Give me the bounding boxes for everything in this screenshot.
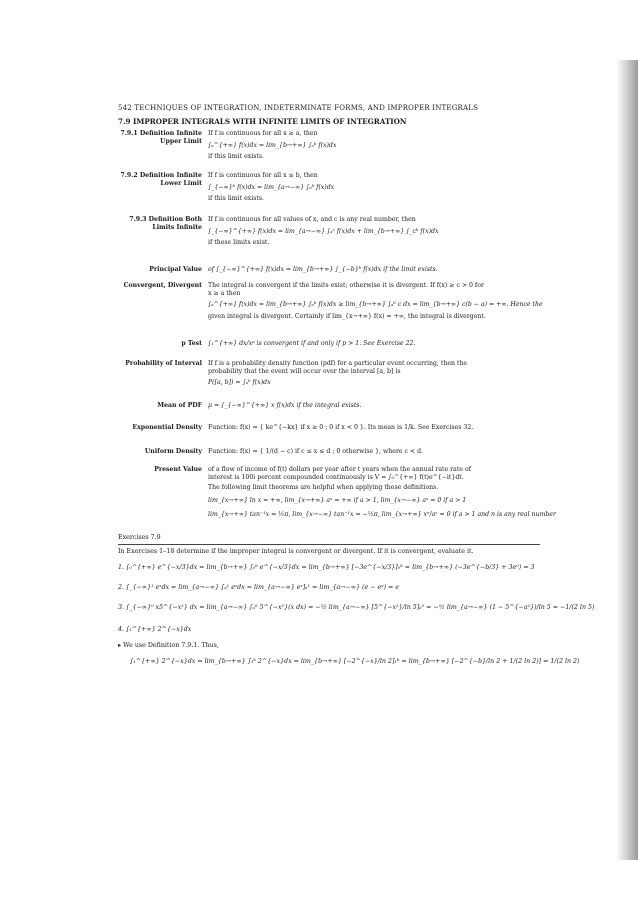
scan-page-edge-shadow	[616, 60, 638, 860]
label-def-7-9-3: 7.9.3 Definition Both Limits Infinite	[129, 216, 202, 231]
label-def-7-9-1: 7.9.1 Definition Infinite Upper Limit	[120, 130, 202, 145]
exponential-density-line: Function: f(x) = { ke^{−kx} if x ≥ 0 ; 0 if x < 0 }. Its mean is 1/k. See Exercises 32.	[208, 424, 474, 431]
def-7-9-3-line-3: if these limits exist.	[208, 239, 270, 247]
convergent-divergent-body	[208, 282, 543, 320]
def-7-9-1-body	[208, 130, 336, 161]
prob-line-1: If f is a probability density function (pdf) for a particular event occurring, then the	[208, 360, 468, 367]
def-7-9-2-line-3: if this limit exists.	[208, 195, 265, 203]
def-7-9-3-line-1: If f is continuous for all values of x, and c is any real number, then	[208, 216, 416, 223]
exercise-4-solution: ∫₁^{+∞} 2^{−x}dx = lim_{b→+∞} ∫₁ᵇ 2^{−x}dx = lim_{b→+∞} [−2^{−x}/ln 2]₁ᵇ = lim_{b→+∞} [−2^{−b}/ln 2 + 1/(2 ln 2)] = 1/(2 ln 2)	[130, 658, 580, 665]
section-title: 7.9 IMPROPER INTEGRALS WITH INFINITE LIMITS OF INTEGRATION	[118, 117, 407, 126]
label-p-test: p Test	[181, 340, 202, 347]
exercise-2: 2. ∫_{−∞}¹ eˣdx = lim_{a→−∞} ∫ₐ¹ eˣdx = lim_{a→−∞} eˣ]ₐ¹ = lim_{a→−∞} (e − eᵃ) = e	[118, 584, 400, 591]
running-header	[118, 104, 478, 112]
conv-line-2: x ≥ a then	[208, 289, 241, 297]
label-probability-interval: Probability of Interval	[125, 360, 202, 367]
label-principal-value: Principal Value	[149, 266, 202, 273]
exercise-3: 3. ∫_{−∞}⁰ x5^{−x²} dx = lim_{a→−∞} ∫ₐ⁰ 5^{−x²}(x dx) = −½ lim_{a→−∞} [5^{−x²}/ln 5]ₐ⁰ = −½ lim_{a→−∞} (1 − 5^{−a²})/ln 5 = −1/(2 ln 5)	[118, 604, 595, 611]
exercises-intro: In Exercises 1–18 determine if the improper integral is convergent or divergent. If it is convergent, evaluate it.	[118, 548, 474, 555]
running-title: TECHNIQUES OF INTEGRATION, INDETERMINATE FORMS, AND IMPROPER INTEGRALS	[134, 104, 479, 112]
label-exponential-density: Exponential Density	[132, 424, 202, 431]
exercises-title: Exercises 7.9	[118, 534, 161, 541]
label-mean-pdf: Mean of PDF	[157, 402, 202, 409]
def-7-9-1-line-1: If f is continuous for all x ≥ a, then	[208, 130, 318, 137]
conv-line-4: given integral is divergent. Certainly if lim_{x→+∞} f(x) = +∞, the integral is divergent.	[208, 312, 486, 320]
principal-value-line: of ∫_{−∞}^{+∞} f(x)dx = lim_{b→+∞} ∫_{−b}ᵇ f(x)dx if the limit exists.	[208, 266, 438, 273]
pv-line-2: interest is 100i percent compounded continuously is V = ∫₀^{+∞} f(t)e^{−it}dt.	[208, 473, 464, 481]
def-7-9-1-line-2: ∫ₐ^{+∞} f(x)dx = lim_{b→+∞} ∫ₐᵇ f(x)dx	[208, 141, 337, 149]
def-7-9-2-body	[208, 172, 334, 203]
def-7-9-1-line-3: if this limit exists.	[208, 153, 265, 161]
def-7-9-3-line-2: ∫_{−∞}^{+∞} f(x)dx = lim_{a→−∞} ∫ₐᶜ f(x)dx + lim_{b→+∞} ∫_cᵇ f(x)dx	[208, 227, 439, 235]
pv-line-3: The following limit theorems are helpful when applying these definitions.	[208, 484, 439, 492]
pv-line-4: lim_{x→+∞} ln x = +∞, lim_{x→+∞} aˣ = +∞ if a > 1, lim_{x→−∞} aˣ = 0 if a > 1	[208, 496, 467, 504]
p-test-line: ∫₁^{+∞} dx/xᵖ is convergent if and only if p > 1. See Exercise 22.	[208, 340, 416, 347]
def-7-9-2-line-1: If f is continuous for all x ≤ b, then	[208, 172, 318, 179]
page-number: 542	[118, 104, 132, 112]
label-present-value: Present Value	[154, 466, 202, 473]
probability-body	[208, 360, 467, 387]
exercise-4: 4. ∫₁^{+∞} 2^{−x}dx	[118, 626, 192, 633]
exercises-divider	[118, 544, 540, 545]
label-uniform-density: Uniform Density	[144, 448, 202, 455]
pv-line-5: lim_{x→+∞} tan⁻¹x = ½π, lim_{x→−∞} tan⁻¹x = −½π, lim_{x→+∞} xⁿ/aˣ = 0 if a > 1 and n is any real number	[208, 511, 556, 519]
label-convergent-divergent: Convergent, Divergent	[123, 282, 202, 289]
conv-line-1: The integral is convergent if the limits exist; otherwise it is divergent. If f(x) ≥ c > 0 for	[208, 282, 484, 289]
pv-line-1: of a flow of income of f(t) dollars per year after t years when the annual rate rate of	[208, 466, 471, 473]
label-def-7-9-2: 7.9.2 Definition Infinite Lower Limit	[120, 172, 202, 187]
exercise-1: 1. ∫₀^{+∞} e^{−x/3}dx = lim_{b→+∞} ∫₀ᵇ e^{−x/3}dx = lim_{b→+∞} [−3e^{−x/3}]₀ᵇ = lim_{b→+∞} (−3e^{−b/3} + 3e⁰) = 3	[118, 564, 535, 571]
present-value-body	[208, 466, 556, 519]
def-7-9-2-line-2: ∫_{−∞}ᵇ f(x)dx = lim_{a→−∞} ∫ₐᵇ f(x)dx	[208, 183, 335, 191]
prob-line-2: probability that the event will occur over the interval [a, b] is	[208, 367, 401, 375]
uniform-density-line: Function: f(x) = { 1/(d − c) if c ≤ x ≤ d ; 0 otherwise }, where c < d.	[208, 448, 424, 455]
conv-line-3: ∫ₐ^{+∞} f(x)dx = lim_{b→+∞} ∫ₐᵇ f(x)dx ≥ lim_{b→+∞} ∫ₐᵇ c dx = lim_{b→+∞} c(b − a) = +∞. Hence the	[208, 301, 543, 309]
def-7-9-3-body	[208, 216, 438, 247]
prob-line-3: P([a, b]) = ∫ₐᵇ f(x)dx	[208, 379, 271, 387]
exercise-4-solution-intro: ▸ We use Definition 7.9.1. Thus,	[118, 642, 219, 649]
mean-pdf-line: μ = ∫_{−∞}^{+∞} x f(x)dx if the integral exists.	[208, 402, 362, 409]
